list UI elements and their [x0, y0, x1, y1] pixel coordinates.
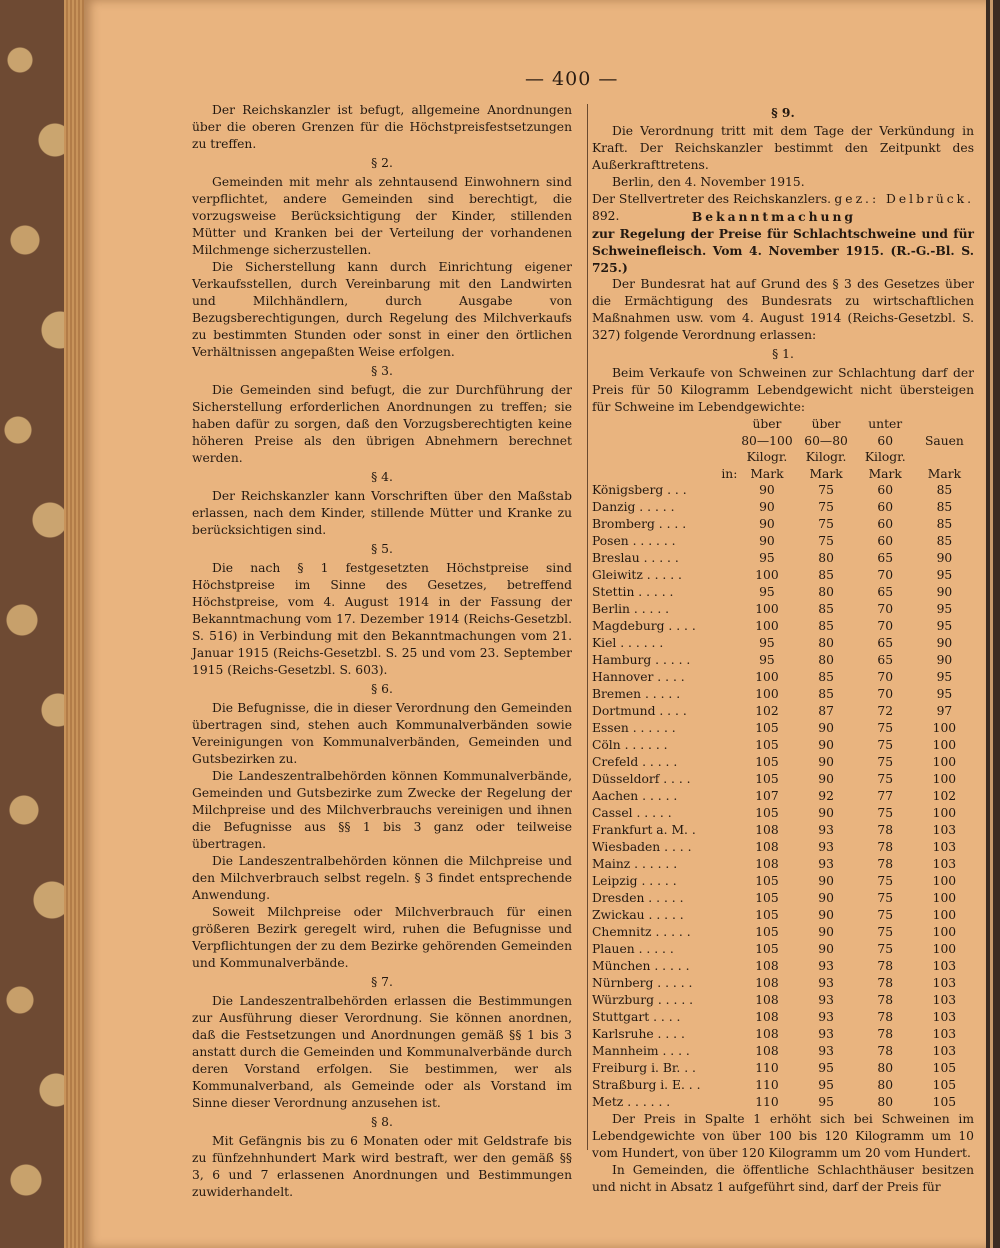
price-cell: 65 [877, 653, 894, 668]
price-cell: 75 [877, 721, 894, 736]
price-cell: 70 [877, 602, 894, 617]
price-cell: 103 [932, 840, 957, 855]
price-cell: 100 [932, 755, 957, 770]
price-cell: 97 [936, 704, 953, 719]
table-row [592, 601, 974, 618]
paragraph: Der Reichskanzler ist befugt, allgemeine Anordnungen über die oberen Grenzen für die Höchstpreisfestsetzungen zu treffen. [192, 103, 572, 151]
price-cell: 108 [755, 823, 779, 838]
city-cell: Cöln . . . . . . [592, 738, 668, 753]
table-row [592, 822, 974, 839]
table-row [592, 1060, 974, 1077]
price-cell: 100 [932, 772, 957, 787]
table-row [592, 533, 974, 550]
price-cell: 103 [932, 1010, 957, 1025]
table-header-cell: 80—100 [741, 433, 793, 448]
table-header-cell [915, 449, 974, 466]
price-cell: 103 [932, 823, 957, 838]
table-row [592, 890, 974, 907]
city-cell: Dortmund . . . . [592, 704, 687, 719]
table-header-cell: Kilogr. [805, 450, 847, 465]
price-cell: 75 [877, 891, 894, 906]
price-cell: 95 [818, 1095, 834, 1110]
price-cell: 75 [877, 925, 894, 940]
table-header-cell: Kilogr. [864, 450, 906, 465]
price-cell: 95 [936, 687, 953, 702]
price-cell: 78 [877, 823, 894, 838]
signature-title: Der Stellvertreter des Reichskanzlers. [592, 192, 832, 206]
price-cell: 93 [818, 959, 834, 974]
city-cell: Chemnitz . . . . . [592, 925, 691, 940]
price-cell: 93 [818, 1044, 834, 1059]
section-heading: § 5. [371, 542, 393, 556]
city-cell: Leipzig . . . . . [592, 874, 677, 889]
price-cell: 78 [877, 1027, 894, 1042]
paragraph: Die Landeszentralbehörden erlassen die Bestimmungen zur Ausführung dieser Verordnung. Sie können anordnen, daß die Festsetzungen und Anordnungen gemäß §§ 1 bis 3 anstatt durch die Gemeinden und Kommunalverbände durch deren Vorstand erfolgen. Sie bestimmen, wer als Kommunalverband, als Gemeinde oder als Vorstand im Sinne dieser Verordnung anzusehen ist. [192, 994, 572, 1110]
price-cell: 93 [818, 1010, 834, 1025]
table-row [592, 1077, 974, 1094]
city-cell: Crefeld . . . . . [592, 755, 678, 770]
price-cell: 103 [932, 959, 957, 974]
city-cell: Essen . . . . . . [592, 721, 676, 736]
price-cell: 105 [755, 891, 779, 906]
price-cell: 75 [877, 874, 894, 889]
price-cell: 75 [877, 772, 894, 787]
price-cell: 105 [755, 755, 779, 770]
price-cell: 80 [877, 1061, 894, 1076]
table-header-cell: Kilogr. [746, 450, 788, 465]
price-cell: 90 [759, 534, 775, 549]
table-row [592, 958, 974, 975]
table-header-cell: Sauen [924, 433, 964, 448]
price-cell: 110 [755, 1061, 779, 1076]
price-cell: 90 [759, 500, 775, 515]
price-cell: 77 [877, 789, 894, 804]
price-table-body [592, 482, 974, 1111]
section-heading: § 2. [371, 156, 393, 170]
city-cell: Zwickau . . . . . [592, 908, 684, 923]
price-cell: 90 [818, 721, 834, 736]
table-row [592, 703, 974, 720]
price-cell: 95 [936, 568, 953, 583]
table-header-row [592, 449, 974, 466]
city-cell: Kiel . . . . . . [592, 636, 664, 651]
city-cell: Wiesbaden . . . . [592, 840, 692, 855]
table-row [592, 567, 974, 584]
price-cell: 90 [759, 517, 775, 532]
price-cell: 108 [755, 840, 779, 855]
price-cell: 100 [932, 891, 957, 906]
paragraph: Der Preis in Spalte 1 erhöht sich bei Schweinen im Lebendgewichte von über 100 bis 120 Kilogramm um 10 vom Hundert, von über 120 Kilogramm um 20 vom Hundert. [592, 1112, 974, 1161]
price-cell: 65 [877, 551, 894, 566]
price-cell: 70 [877, 670, 894, 685]
price-cell: 93 [818, 823, 834, 838]
left-column [192, 102, 572, 1201]
section-heading: § 3. [371, 364, 393, 378]
city-cell: Stuttgart . . . . [592, 1010, 681, 1025]
price-cell: 80 [818, 551, 834, 566]
price-cell: 75 [818, 483, 834, 498]
notice-heading: Bekanntmachung [691, 209, 856, 224]
price-cell: 90 [818, 755, 834, 770]
table-row [592, 1043, 974, 1060]
price-cell: 105 [755, 908, 779, 923]
price-cell: 95 [759, 551, 775, 566]
table-row [592, 618, 974, 635]
price-cell: 72 [877, 704, 894, 719]
price-cell: 65 [877, 636, 894, 651]
table-header-cell: 60—80 [804, 433, 848, 448]
table-row [592, 482, 974, 499]
city-cell: Berlin . . . . . [592, 602, 670, 617]
price-cell: 90 [818, 874, 834, 889]
right-binding-edge [986, 0, 1000, 1248]
price-cell: 65 [877, 585, 894, 600]
city-cell: Mannheim . . . . [592, 1044, 690, 1059]
table-row [592, 516, 974, 533]
price-cell: 90 [818, 806, 834, 821]
price-cell: 105 [755, 942, 779, 957]
city-cell: Posen . . . . . . [592, 534, 676, 549]
price-cell: 105 [932, 1061, 957, 1076]
price-cell: 78 [877, 840, 894, 855]
paragraph: Soweit Milchpreise oder Milchverbrauch für einen größeren Bezirk geregelt wird, ruhen die Befugnisse und Verpflichtungen der zu dem Bezirke gehörenden Gemeinden und Kommunalverbände. [192, 905, 572, 970]
paragraph: Mit Gefängnis bis zu 6 Monaten oder mit Geldstrafe bis zu fünfzehnhundert Mark wird bestraft, wer den gemäß §§ 3, 6 und 7 erlassenen Anordnungen und Bestimmungen zuwiderhandelt. [192, 1134, 572, 1199]
price-cell: 100 [932, 806, 957, 821]
price-cell: 80 [818, 653, 834, 668]
price-cell: 105 [755, 772, 779, 787]
table-row [592, 584, 974, 601]
price-cell: 75 [818, 517, 834, 532]
price-cell: 103 [932, 1027, 957, 1042]
price-cell: 107 [755, 789, 779, 804]
price-cell: 90 [818, 942, 834, 957]
table-row [592, 720, 974, 737]
price-cell: 87 [818, 704, 834, 719]
price-cell: 105 [755, 806, 779, 821]
price-cell: 85 [818, 602, 834, 617]
city-cell: Freiburg i. Br. . . [592, 1061, 696, 1076]
table-header-cell: Mark [809, 466, 843, 481]
paragraph: Die Landeszentralbehörden können die Milchpreise und den Milchverbrauch selbst regeln. § 3 findet entsprechende Anwendung. [192, 854, 572, 902]
price-cell: 90 [818, 772, 834, 787]
price-cell: 85 [936, 517, 953, 532]
paragraph: Die Sicherstellung kann durch Einrichtung eigener Verkaufsstellen, durch Vereinbarung mit den Landwirten und Milchhändlern, durch Ausgabe von Bezugsberechtigungen, durch Regelung des Milchverkaufs zu bestimmten Stunden oder sonst in einer den örtlichen Verhältnissen angepaßten Weise erfolgen. [192, 260, 572, 359]
price-cell: 105 [755, 738, 779, 753]
price-cell: 75 [877, 806, 894, 821]
price-cell: 78 [877, 976, 894, 991]
price-cell: 93 [818, 976, 834, 991]
city-cell: Stettin . . . . . [592, 585, 674, 600]
city-cell: Bremen . . . . . [592, 687, 681, 702]
price-cell: 103 [932, 857, 957, 872]
price-cell: 105 [755, 721, 779, 736]
notice-heading-line [592, 208, 974, 225]
table-row [592, 737, 974, 754]
price-cell: 75 [877, 908, 894, 923]
city-cell: Bromberg . . . . [592, 517, 687, 532]
price-cell: 108 [755, 1010, 779, 1025]
price-cell: 90 [936, 551, 953, 566]
table-row [592, 771, 974, 788]
section-heading: § 4. [371, 470, 393, 484]
price-cell: 95 [818, 1061, 834, 1076]
price-cell: 85 [818, 670, 834, 685]
table-header-cell: Mark [927, 466, 962, 481]
price-cell: 93 [818, 840, 834, 855]
price-cell: 100 [932, 942, 957, 957]
price-table [592, 416, 974, 1111]
table-row [592, 856, 974, 873]
section-heading: § 6. [371, 682, 393, 696]
paragraph: Gemeinden mit mehr als zehntausend Einwohnern sind verpflichtet, andere Gemeinden sind berechtigt, die vorzugsweise Berücksichtigung der Kinder, stillenden Mütter und Kranken bei der Verteilung der vorhandenen Milchmenge sicherzustellen. [192, 175, 572, 257]
price-cell: 108 [755, 1044, 779, 1059]
notice-subject: zur Regelung der Preise für Schlachtschweine und für Schweinefleisch. Vom 4. November 1915. (R.-G.-Bl. S. 725.) [592, 226, 974, 275]
price-cell: 100 [755, 568, 779, 583]
price-cell: 95 [759, 653, 775, 668]
price-cell: 102 [755, 704, 779, 719]
price-cell: 90 [818, 908, 834, 923]
price-cell: 75 [818, 534, 834, 549]
price-cell: 100 [755, 602, 779, 617]
city-cell: Straßburg i. E. . . [592, 1078, 701, 1093]
price-cell: 78 [877, 857, 894, 872]
price-cell: 60 [877, 534, 894, 549]
table-row [592, 754, 974, 771]
table-row [592, 1094, 974, 1111]
paragraph: Die Landeszentralbehörden können Kommunalverbände, Gemeinden und Gutsbezirke zum Zwecke der Regelung der Milchpreise und des Milchverbrauchs vereinigen und ihnen die Befugnisse aus §§ 1 bis 3 ganz oder teilweise übertragen. [192, 769, 572, 851]
table-header-cell: über [811, 417, 841, 431]
column-divider [587, 104, 588, 1150]
table-row [592, 686, 974, 703]
price-cell: 60 [877, 483, 894, 498]
price-cell: 105 [755, 874, 779, 889]
price-cell: 100 [755, 687, 779, 702]
notice-number: 892. [592, 209, 620, 223]
price-cell: 90 [936, 585, 953, 600]
price-cell: 100 [932, 738, 957, 753]
price-cell: 110 [755, 1095, 779, 1110]
table-row [592, 924, 974, 941]
price-cell: 75 [877, 755, 894, 770]
price-table-header [592, 416, 974, 482]
price-cell: 70 [877, 568, 894, 583]
city-cell: Danzig . . . . . [592, 500, 675, 515]
table-row [592, 839, 974, 856]
city-cell: Mainz . . . . . . [592, 857, 678, 872]
section-heading: § 8. [371, 1115, 393, 1129]
price-cell: 90 [759, 483, 775, 498]
price-cell: 80 [818, 585, 834, 600]
city-cell: Aachen . . . . . [592, 789, 678, 804]
price-cell: 95 [936, 602, 953, 617]
price-cell: 108 [755, 959, 779, 974]
city-cell: Nürnberg . . . . . [592, 976, 693, 991]
price-cell: 75 [877, 942, 894, 957]
price-cell: 90 [818, 925, 834, 940]
price-cell: 93 [818, 857, 834, 872]
table-row [592, 805, 974, 822]
price-cell: 78 [877, 959, 894, 974]
price-cell: 95 [759, 636, 775, 651]
price-cell: 108 [755, 1027, 779, 1042]
table-row [592, 975, 974, 992]
price-cell: 60 [877, 500, 894, 515]
price-cell: 108 [755, 993, 779, 1008]
city-cell: Metz . . . . . . [592, 1095, 671, 1110]
city-cell: Königsberg . . . [592, 483, 687, 498]
price-cell: 95 [759, 585, 775, 600]
price-cell: 100 [932, 721, 957, 736]
city-cell: Karlsruhe . . . . [592, 1027, 685, 1042]
table-row [592, 499, 974, 516]
city-cell: Würzburg . . . . . [592, 993, 694, 1008]
table-header-cell: unter [868, 417, 903, 431]
page-stack-edge [64, 0, 86, 1248]
table-row [592, 873, 974, 890]
table-header-cell: 60 [877, 433, 894, 448]
table-row [592, 669, 974, 686]
table-header-row [592, 416, 974, 433]
table-header-cell [592, 433, 737, 450]
price-cell: 80 [818, 636, 834, 651]
paragraph: In Gemeinden, die öffentliche Schlachthäuser besitzen und nicht in Absatz 1 aufgeführt sind, darf der Preis für [592, 1163, 974, 1195]
city-cell: Magdeburg . . . . [592, 619, 696, 634]
table-header-row [592, 433, 974, 450]
paragraph: Die nach § 1 festgesetzten Höchstpreise sind Höchstpreise im Sinne des Gesetzes, betreffend Höchstpreise, vom 4. August 1914 in der Fassung der Bekanntmachung vom 17. Dezember 1914 (Reichs-Gesetzbl. S. 516) in Verbindung mit den Bekanntmachungen vom 21. Januar 1915 (Reichs-Gesetzbl. S. 25 und vom 23. September 1915 (Reichs-Gesetzbl. S. 603). [192, 561, 572, 677]
price-cell: 93 [818, 1027, 834, 1042]
price-cell: 78 [877, 1044, 894, 1059]
table-header-cell: Mark [868, 466, 902, 481]
price-cell: 90 [818, 891, 834, 906]
price-cell: 105 [932, 1095, 957, 1110]
price-cell: 93 [818, 993, 834, 1008]
paragraph: Die Verordnung tritt mit dem Tage der Verkündung in Kraft. Der Reichskanzler bestimmt den Zeitpunkt des Außerkrafttretens. [592, 124, 974, 172]
table-header-cell: Mark [750, 466, 784, 481]
city-cell: München . . . . . [592, 959, 690, 974]
table-row [592, 635, 974, 652]
place-date: Berlin, den 4. November 1915. [612, 175, 805, 189]
price-cell: 100 [932, 908, 957, 923]
price-cell: 90 [818, 738, 834, 753]
price-cell: 95 [936, 619, 953, 634]
paragraph: Die Befugnisse, die in dieser Verordnung den Gemeinden übertragen sind, stehen auch Kommunalverbänden sowie Vereinigungen von Kommunalverbänden, Gemeinden und Gutsbezirken zu. [192, 701, 572, 766]
city-cell: Dresden . . . . . [592, 891, 684, 906]
price-cell: 85 [818, 687, 834, 702]
price-cell: 75 [818, 500, 834, 515]
price-cell: 95 [818, 1078, 834, 1093]
price-cell: 70 [877, 687, 894, 702]
price-cell: 108 [755, 976, 779, 991]
signature-line [592, 191, 974, 208]
table-row [592, 788, 974, 805]
paragraph: Der Bundesrat hat auf Grund des § 3 des Gesetzes über die Ermächtigung des Bundesrats zu wirtschaftlichen Maßnahmen usw. vom 4. August 1914 (Reichs-Gesetzbl. S. 327) folgende Verordnung erlassen: [592, 277, 974, 342]
price-cell: 100 [932, 925, 957, 940]
price-cell: 60 [877, 517, 894, 532]
table-row [592, 992, 974, 1009]
table-header-cell [592, 416, 737, 433]
table-row [592, 941, 974, 958]
table-row [592, 907, 974, 924]
price-cell: 85 [818, 568, 834, 583]
price-cell: 108 [755, 857, 779, 872]
paragraph: Beim Verkaufe von Schweinen zur Schlachtung darf der Preis für 50 Kilogramm Lebendgewicht nicht übersteigen für Schweine im Lebendgewichte: [592, 366, 974, 414]
price-cell: 103 [932, 993, 957, 1008]
price-cell: 85 [936, 534, 953, 549]
right-column [592, 102, 974, 1196]
price-cell: 105 [755, 925, 779, 940]
price-cell: 78 [877, 1010, 894, 1025]
table-row [592, 652, 974, 669]
table-row [592, 550, 974, 567]
table-header-cell: in: [721, 466, 738, 481]
price-cell: 102 [932, 789, 957, 804]
price-cell: 85 [936, 500, 953, 515]
price-cell: 100 [755, 670, 779, 685]
price-cell: 80 [877, 1095, 894, 1110]
city-cell: Plauen . . . . . [592, 942, 674, 957]
city-cell: Frankfurt a. M. . [592, 823, 696, 838]
page-number: — 400 — [525, 68, 619, 90]
price-cell: 75 [877, 738, 894, 753]
price-cell: 90 [936, 636, 953, 651]
city-cell: Cassel . . . . . [592, 806, 672, 821]
table-header-cell [592, 449, 737, 466]
price-cell: 110 [755, 1078, 779, 1093]
city-cell: Hamburg . . . . . [592, 653, 691, 668]
signature-name: gez.: Delbrück. [834, 192, 974, 206]
city-cell: Düsseldorf . . . . [592, 772, 691, 787]
price-cell: 90 [936, 653, 953, 668]
price-cell: 100 [932, 874, 957, 889]
price-cell: 95 [936, 670, 953, 685]
table-header-cell: über [752, 417, 782, 431]
price-cell: 85 [818, 619, 834, 634]
table-row [592, 1009, 974, 1026]
table-header-row [592, 466, 974, 483]
price-cell: 105 [932, 1078, 957, 1093]
price-cell: 78 [877, 993, 894, 1008]
price-cell: 103 [932, 976, 957, 991]
section-heading: § 1. [772, 347, 794, 361]
price-cell: 85 [936, 483, 953, 498]
price-cell: 70 [877, 619, 894, 634]
table-row [592, 1026, 974, 1043]
city-cell: Hannover . . . . [592, 670, 685, 685]
price-cell: 92 [818, 789, 834, 804]
section-heading: § 7. [371, 975, 393, 989]
section-heading: § 9. [771, 105, 795, 120]
city-cell: Gleiwitz . . . . . [592, 568, 682, 583]
table-header-cell [915, 416, 974, 433]
paragraph: Die Gemeinden sind befugt, die zur Durchführung der Sicherstellung erforderlichen Anordnungen zu treffen; sie haben dafür zu sorgen, daß den Vorzugsberechtigten keine höheren Preise als den übrigen Abnehmern berechnet werden. [192, 383, 572, 465]
price-cell: 103 [932, 1044, 957, 1059]
price-cell: 100 [755, 619, 779, 634]
price-cell: 80 [877, 1078, 894, 1093]
city-cell: Breslau . . . . . [592, 551, 679, 566]
paragraph: Der Reichskanzler kann Vorschriften über den Maßstab erlassen, nach dem Kinder, stillende Mütter und Kranke zu berücksichtigen sind. [192, 489, 572, 537]
